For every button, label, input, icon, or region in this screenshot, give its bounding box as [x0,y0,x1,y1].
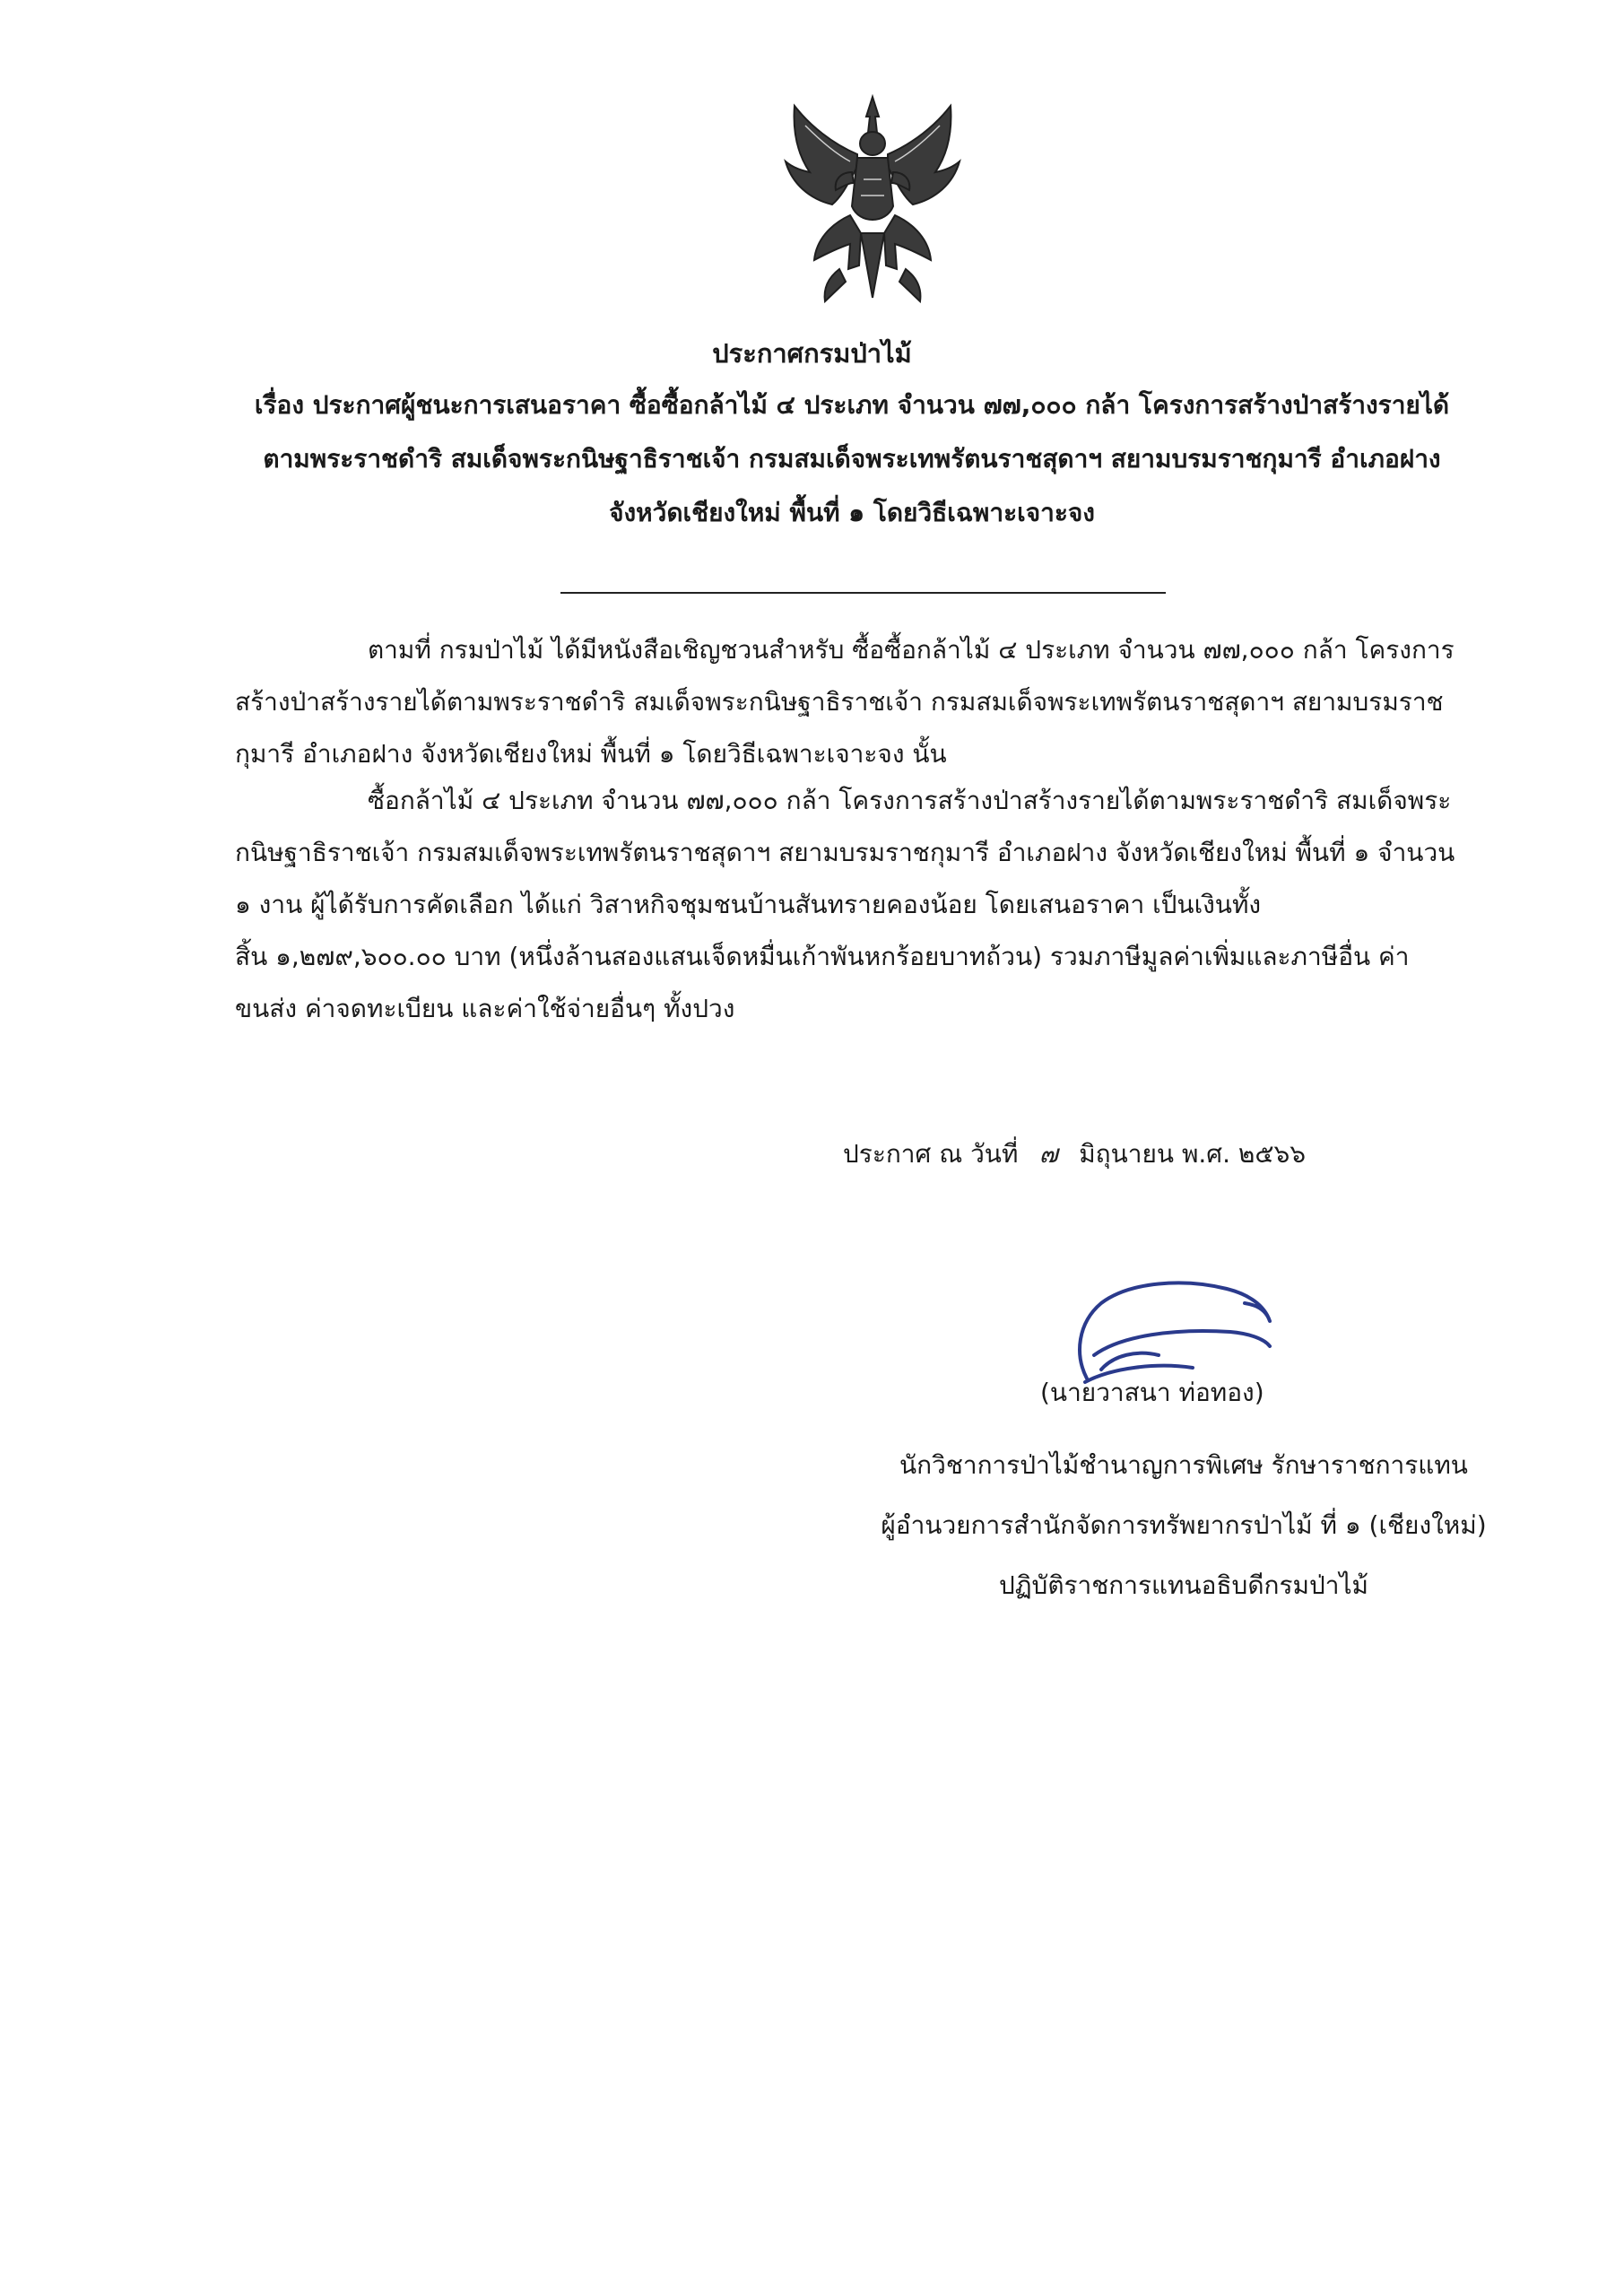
body-line: กนิษฐาธิราชเจ้า กรมสมเด็จพระเทพรัตนราชสุดาฯ สยามบรมราชกุมารี อำเภอฝาง จังหวัดเชียงใหม่ พื้นที่ ๑ จำนวน [235,838,1455,867]
body-line: สร้างป่าสร้างรายได้ตามพระราชดำริ สมเด็จพระกนิษฐาธิราชเจ้า กรมสมเด็จพระเทพรัตนราชสุดาฯ สยามบรมราช [235,687,1444,717]
signatory-name: (นายวาสนา ท่อทอง) [1040,1378,1264,1407]
body-line: ขนส่ง ค่าจดทะเบียน และค่าใช้จ่ายอื่นๆ ทั้งปวง [235,994,735,1023]
position-line: ผู้อำนวยการสำนักจัดการทรัพยากรป่าไม้ ที่ ๑ (เชียงใหม่) [881,1510,1487,1540]
subject-line: จังหวัดเชียงใหม่ พื้นที่ ๑ โดยวิธีเฉพาะเจาะจง [609,498,1095,527]
announcement-title: ประกาศกรมป่าไม้ [712,338,912,369]
subject-line: ตามพระราชดำริ สมเด็จพระกนิษฐาธิราชเจ้า กรมสมเด็จพระเทพรัตนราชสุดาฯ สยามบรมราชกุมารี อำเภอฝาง [263,444,1441,474]
body-line: กุมารี อำเภอฝาง จังหวัดเชียงใหม่ พื้นที่ ๑ โดยวิธีเฉพาะเจาะจง นั้น [235,739,947,769]
body-line: ๑ งาน ผู้ได้รับการคัดเลือก ได้แก่ วิสาหกิจชุมชนบ้านสันทรายคองน้อย โดยเสนอราคา เป็นเงินทั้ง [235,890,1262,919]
body-paragraph-1 [235,624,1481,780]
body-line: ซื้อกล้าไม้ ๔ ประเภท จำนวน ๗๗,๐๐๐ กล้า โครงการสร้างป่าสร้างรายได้ตามพระราชดำริ สมเด็จพระ [368,786,1452,815]
signatory-position [861,1435,1507,1615]
position-line: นักวิชาการป่าไม้ชำนาญการพิเศษ รักษาราชการแทน [899,1450,1468,1480]
announcement-subject [215,378,1489,540]
date-day: ๗ [1038,1139,1058,1169]
position-line: ปฏิบัติราชการแทนอธิบดีกรมป่าไม้ [998,1570,1368,1600]
date-prefix: ประกาศ ณ วันที่ [843,1139,1019,1169]
announcement-date [843,1132,1306,1177]
header-divider [560,592,1166,594]
garuda-emblem-icon [760,90,985,314]
body-paragraph-2 [235,775,1481,1035]
body-line: ตามที่ กรมป่าไม้ ได้มีหนังสือเชิญชวนสำหรับ ซื้อซื้อกล้าไม้ ๔ ประเภท จำนวน ๗๗,๐๐๐ กล้า โครงการ [368,635,1455,665]
date-suffix: มิถุนายน พ.ศ. ๒๕๖๖ [1079,1139,1307,1169]
body-line: สิ้น ๑,๒๗๙,๖๐๐.๐๐ บาท (หนึ่งล้านสองแสนเจ็ดหมื่นเก้าพันหกร้อยบาทถ้วน) รวมภาษีมูลค่าเพิ่มและภาษีอื่น ค่า [235,942,1410,971]
subject-line: เรื่อง ประกาศผู้ชนะการเสนอราคา ซื้อซื้อกล้าไม้ ๔ ประเภท จำนวน ๗๗,๐๐๐ กล้า โครงการสร้างป่าสร้างรายได้ [254,390,1450,420]
